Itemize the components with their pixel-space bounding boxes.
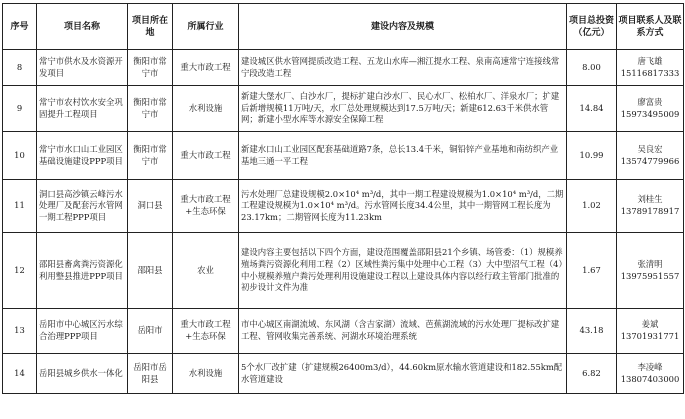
cell-investment: 14.84 [567, 86, 617, 132]
cell-name: 常宁市水口山工业园区基础设施建设PPP项目 [37, 132, 128, 180]
contact-phone: 13574779966 [620, 155, 680, 166]
contact-name: 刘桂生 [637, 194, 663, 205]
contact-name: 张清明 [637, 258, 663, 269]
cell-contact [617, 86, 684, 132]
cell-content: 5个水厂改扩建（扩建规模26400m3/d），44.60km原水输水管道建设和182.55km配水管道建设 [239, 354, 567, 394]
cell-location: 洞口县 [128, 180, 173, 233]
cell-investment: 43.18 [567, 309, 617, 354]
cell-content: 建设内容主要包括以下四个方面，建设范围覆盖邵阳县21个乡镇、场管委：（1）规模养殖场粪污资源化利用工程（2）区域性粪污集中处理中心工程（3）大中型沼气工程（4）中小规模养殖户粪污处理利用设施建设工程以上建设具体内容以经行政主管部门批准的初步设计文件为准 [239, 233, 567, 309]
cell-contact [617, 354, 684, 394]
cell-location: 衡阳市常宁市 [128, 132, 173, 180]
project-table [2, 3, 684, 394]
cell-name: 岳阳县城乡供水一体化 [37, 354, 128, 394]
cell-name: 常宁市农村饮水安全巩固提升工程项目 [37, 86, 128, 132]
cell-industry: 水利设施 [173, 354, 239, 394]
cell-content: 新建大堡水厂、白沙水厂，提标扩建白沙水厂、民心水厂、松柏水厂、洋泉水厂；扩建后新增规模11万吨/天，水厂总处理规模达到17.5万吨/天；新建612.63千米供水管网；新建小型水库等水源安全保障工程 [239, 86, 567, 132]
cell-content: 市中心城区南湖流域、东风湖（含吉家湖）流域、芭蕉湖流域的污水处理厂提标改扩建工程、管网收集完善系统、河湖水环境治理系统 [239, 309, 567, 354]
header-no: 序号 [3, 4, 37, 50]
table-row [3, 132, 684, 180]
cell-location: 岳阳市 [128, 309, 173, 354]
header-contact: 项目联系人及联系方式 [617, 4, 684, 50]
cell-name: 洞口县高沙镇云峰污水处理厂及配套污水管网一期工程PPP项目 [37, 180, 128, 233]
contact-phone: 13701931771 [620, 331, 680, 341]
cell-content: 污水处理厂总建设规模2.0×10⁴ m³/d，其中一期工程建设规模为1.0×10⁴ m³/d，二期工程建设规模为1.0×10⁴ m³/d。污水管网长度34.4公里，其中一期管网工程长度为23.17km；二期管网长度为11.23km [239, 180, 567, 233]
contact-phone: 15116817333 [620, 67, 680, 78]
cell-industry: 农业 [173, 233, 239, 309]
contact-phone: 15973495009 [620, 108, 680, 119]
cell-no: 8 [3, 50, 37, 86]
contact-name: 廖富贵 [637, 96, 663, 107]
cell-content: 建设城区供水管网提质改造工程、五龙山水库—湘江提水工程、泉南高速常宁连接线常宁段改造工程 [239, 50, 567, 86]
contact-phone: 13975951557 [620, 270, 680, 281]
contact-name: 姜斌 [641, 319, 659, 330]
cell-no: 9 [3, 86, 37, 132]
cell-industry: 重大市政工程+生态环保 [173, 309, 239, 354]
contact-name: 唐飞雄 [637, 55, 663, 66]
header-investment: 项目总投资（亿元） [567, 4, 617, 50]
table-header-row [3, 4, 684, 50]
cell-no: 10 [3, 132, 37, 180]
cell-location: 岳阳市岳阳县 [128, 354, 173, 394]
cell-contact [617, 233, 684, 309]
cell-investment: 10.99 [567, 132, 617, 180]
contact-name: 李凌峰 [637, 361, 663, 372]
cell-investment: 1.67 [567, 233, 617, 309]
cell-industry: 水利设施 [173, 86, 239, 132]
cell-industry: 重大市政工程 [173, 132, 239, 180]
cell-no: 11 [3, 180, 37, 233]
cell-investment: 6.82 [567, 354, 617, 394]
header-industry: 所属行业 [173, 4, 239, 50]
contact-phone: 13789178917 [620, 206, 680, 216]
cell-investment: 1.02 [567, 180, 617, 233]
cell-no: 12 [3, 233, 37, 309]
contact-phone: 13807403000 [620, 373, 680, 384]
cell-no: 14 [3, 354, 37, 394]
header-name: 项目名称 [37, 4, 128, 50]
cell-industry: 重大市政工程+生态环保 [173, 180, 239, 233]
table-row [3, 180, 684, 233]
table-row [3, 354, 684, 394]
table-row [3, 50, 684, 86]
cell-location: 衡阳市常宁市 [128, 50, 173, 86]
table-row [3, 309, 684, 354]
cell-content: 新建水口山工业园区配套基础道路7条，总长13.4千米，铜铅锌产业基地和南纺织产业基地三通一平工程 [239, 132, 567, 180]
cell-contact [617, 132, 684, 180]
cell-investment: 8.00 [567, 50, 617, 86]
cell-no: 13 [3, 309, 37, 354]
cell-contact [617, 50, 684, 86]
cell-contact [617, 180, 684, 233]
contact-name: 吴良宏 [637, 143, 663, 154]
cell-name: 邵阳县畜禽粪污资源化利用整县推进PPP项目 [37, 233, 128, 309]
header-content: 建设内容及规模 [239, 4, 567, 50]
cell-industry: 重大市政工程 [173, 50, 239, 86]
cell-location: 邵阳县 [128, 233, 173, 309]
cell-name: 常宁市供水及水资源开发项目 [37, 50, 128, 86]
header-location: 项目所在地 [128, 4, 173, 50]
table-row [3, 86, 684, 132]
cell-contact [617, 309, 684, 354]
cell-location: 衡阳市常宁市 [128, 86, 173, 132]
table-row [3, 233, 684, 309]
cell-name: 岳阳市中心城区污水综合治理PPP项目 [37, 309, 128, 354]
